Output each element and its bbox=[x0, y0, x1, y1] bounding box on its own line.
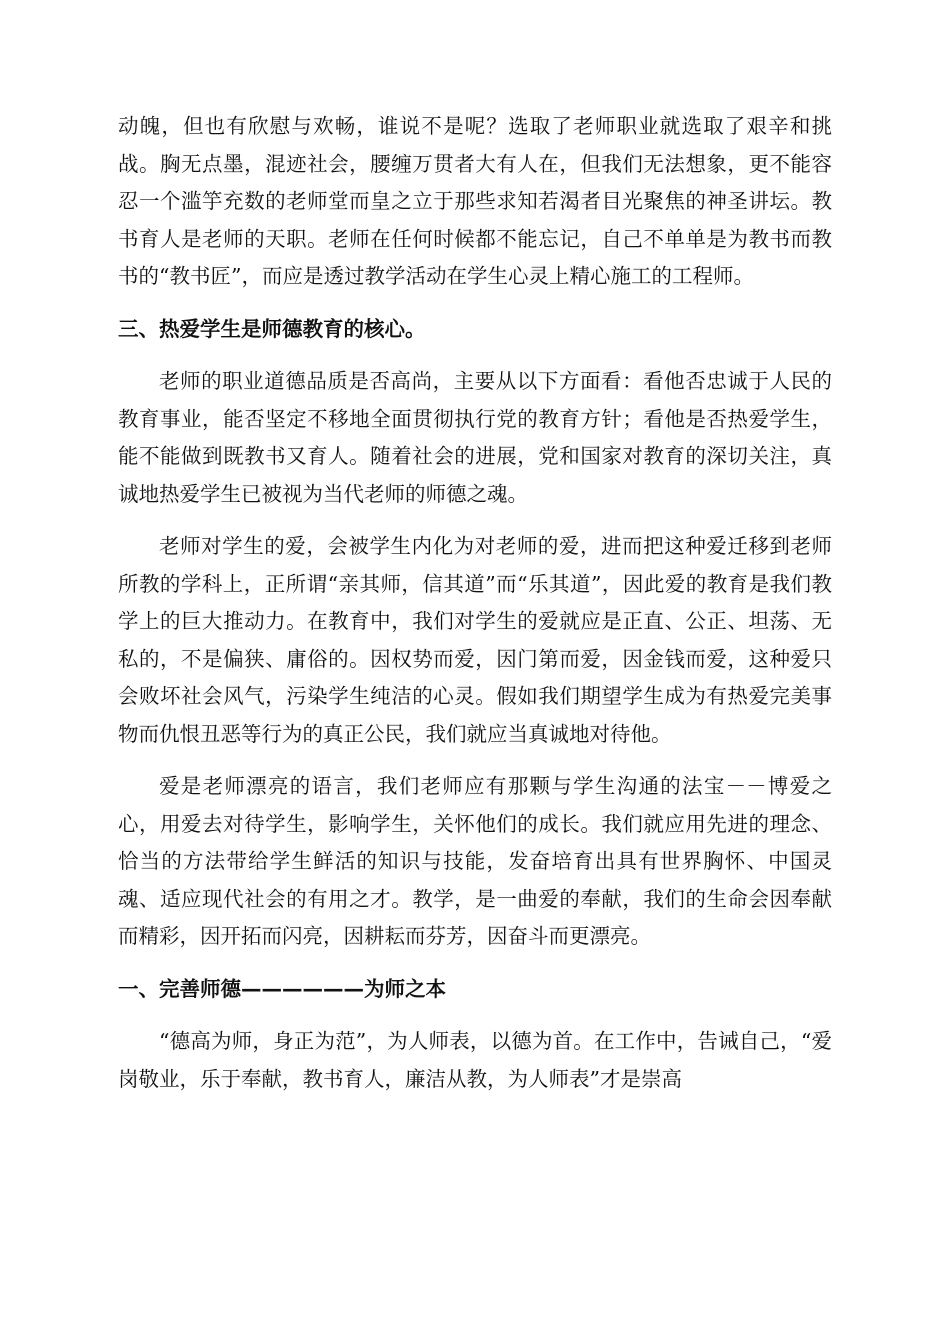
paragraph-continuation: 动魄，但也有欣慰与欢畅，谁说不是呢？选取了老师职业就选取了艰辛和挑战。胸无点墨，混迹社会，腰缠万贯者大有人在，但我们无法想象，更不能容忍一个滥竽充数的老师堂而皇之立于那些求知若渴者目光聚焦的神圣讲坛。教书育人是老师的天职。老师在任何时候都不能忘记，自己不单单是为教书而教书的“教书匠”，而应是透过教学活动在学生心灵上精心施工的工程师。 bbox=[118, 114, 832, 288]
section-heading-three: 三、热爱学生是师德教育的核心。 bbox=[118, 316, 426, 341]
paragraph-virtue: “德高为师，身正为范”，为人师表，以德为首。在工作中，告诫自己，“爱岗敬业，乐于奉献，教书育人，廉洁从教，为人师表”才是崇高 bbox=[118, 1029, 832, 1091]
paragraph-teacher-love: 老师对学生的爱，会被学生内化为对老师的爱，进而把这种爱迁移到老师所教的学科上，正所谓“亲其师，信其道”而“乐其道”，因此爱的教育是我们教学上的巨大推动力。在教育中，我们对学生的爱就应是正直、公正、坦荡、无私的，不是偏狭、庸俗的。因权势而爱，因门第而爱，因金钱而爱，这种爱只会败坏社会风气，污染学生纯洁的心灵。假如我们期望学生成为有热爱完美事物而仇恨丑恶等行为的真正公民，我们就应当真诚地对待他。 bbox=[118, 534, 832, 746]
paragraph-love-language: 爱是老师漂亮的语言，我们老师应有那颗与学生沟通的法宝－－博爱之心，用爱去对待学生，影响学生，关怀他们的成长。我们就应用先进的理念、恰当的方法带给学生鲜活的知识与技能，发奋培育出具有世界胸怀、中国灵魂、适应现代社会的有用之才。教学，是一曲爱的奉献，我们的生命会因奉献而精彩，因开拓而闪亮，因耕耘而芬芳，因奋斗而更漂亮。 bbox=[118, 774, 832, 948]
paragraph-teacher-ethics: 老师的职业道德品质是否高尚，主要从以下方面看：看他否忠诚于人民的教育事业，能否坚定不移地全面贯彻执行党的教育方针；看他是否热爱学生，能不能做到既教书又育人。随着社会的进展，党和国家对教育的深切关注，真诚地热爱学生已被视为当代老师的师德之魂。 bbox=[118, 369, 832, 506]
section-heading-one: 一、完善师德——————为师之本 bbox=[118, 976, 446, 1001]
document-body bbox=[118, 108, 832, 1098]
